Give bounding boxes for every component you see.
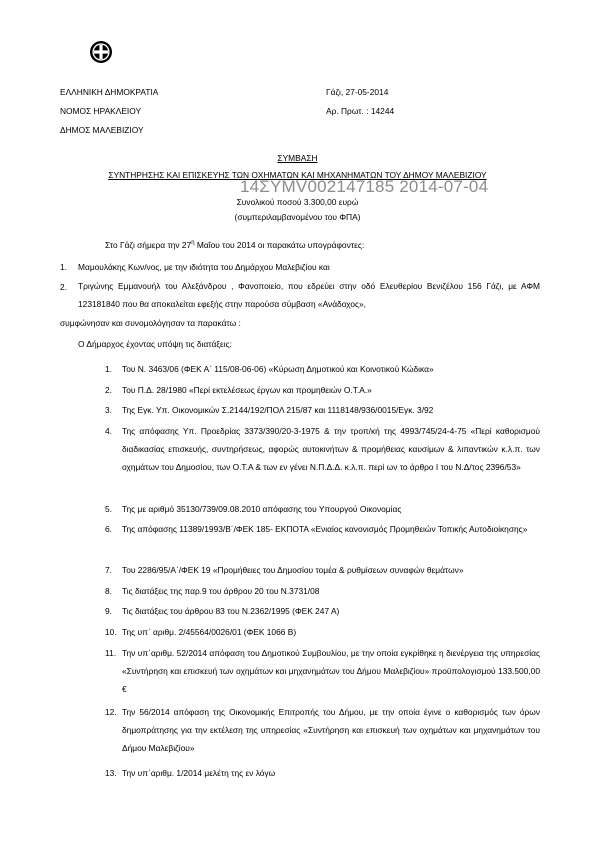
provision-number: 4. — [105, 426, 112, 436]
document-subtitle: ΣΥΝΤΗΡΗΣΗΣ ΚΑΙ ΕΠΙΣΚΕΥΗΣ ΤΩΝ ΟΧΗΜΑΤΩΝ ΚΑΙ ΜΗΧΑΝΗΜΑΤΩΝ ΤΟΥ ΔΗΜΟΥ ΜΑΛΕΒΙΖΙΟΥ — [108, 170, 487, 180]
provision-text: Της απόφασης 11389/1993/Β΄/ΦΕΚ 185- ΕΚΠΟΤΑ «Ενιαίος κανονισμός Προμηθειών Τοπικής Αυτοδιοίκησης» — [122, 524, 528, 534]
header-municipality: ΔΗΜΟΣ ΜΑΛΕΒΙΖΙΟΥ — [60, 125, 144, 135]
document-title: ΣΥΜΒΑΣΗ — [277, 153, 318, 163]
protocol-number: Αρ. Πρωτ. : 14244 — [326, 106, 395, 116]
agreed-line: συμφώνησαν και συνομολόγησαν τα παρακάτω : — [60, 318, 241, 328]
intro-line — [105, 238, 364, 251]
provision-number: 13. — [105, 768, 117, 778]
provision-number: 12. — [105, 707, 117, 717]
contract-amount: Συνολικού ποσού 3.300,00 ευρώ — [236, 197, 359, 207]
provision-number: 1. — [105, 364, 112, 374]
ada-stamp: 14ΣΥΜV002147185 2014-07-04 — [240, 177, 489, 196]
provision-number: 5. — [105, 504, 112, 514]
intro-text-a: Στο Γάζι σήμερα την 27 — [105, 239, 192, 250]
provision-text: Τις διατάξεις του άρθρου 83 του Ν.2362/1995 (ΦΕΚ 247 Α) — [122, 606, 340, 616]
intro-text-b: Μαΐου του 2014 οι παρακάτω υπογράφοντες: — [194, 239, 365, 250]
vat-note: (συμπεριλαμβανομένου του ΦΠΑ) — [234, 212, 361, 222]
provision-text: Της απόφασης Υπ. Προεδρίας 3373/390/20-3-1975 & την τροπ/κή της 4993/745/24-4-75 «Περί καθορισμού διαδικασίας επισκευής, συντηρήσεως, αφορώς αυτοκινήτων & προμήθειας καυσίμων & λιπαντικών κ.λ.π. των οχημάτων του Δημοσίου, των Ο.Τ.Α & των εν γένει Ν.Π.Δ.Δ. κ.λ.π. περί ων το άρθρο Ι του Ν.Δ/τος 2396/53» — [122, 426, 540, 472]
provision-number: 6. — [105, 524, 112, 534]
intro-sup: η — [191, 240, 195, 246]
provision-text: Του Π.Δ. 28/1980 «Περί εκτελέσεως έργων και προμηθειών Ο.Τ.Α.» — [122, 385, 372, 395]
provision-text: Του Ν. 3463/06 (ΦΕΚ Α΄ 115/08-06-06) «Κύρωση Δημοτικού και Κοινοτικού Κώδικα» — [122, 364, 434, 374]
provision-number: 9. — [105, 606, 112, 616]
provision-number: 11. — [105, 648, 117, 658]
party-2-number: 2. — [60, 282, 67, 292]
provision-text: Της Εγκ. Υπ. Οικονομικών Σ.2144/192/ΠΟΛ 215/87 και 1118148/936/0015/Εγκ. 3/92 — [122, 405, 434, 415]
header-country: ΕΛΛΗΝΙΚΗ ΔΗΜΟΚΡΑΤΙΑ — [60, 87, 159, 97]
party-1-text: Μαμουλάκης Κων/νος, με την ιδιότητα του Δημάρχου Μαλεβιζίου και — [78, 262, 330, 272]
provision-number: 3. — [105, 405, 112, 415]
party-2-text: Τριγώνης Εμμανουήλ του Αλεξάνδρου , Φανοποιείο, που εδρεύει στην οδό Ελευθερίου Βενιζέλου 156 Γάζι, με ΑΦΜ 123181840 που θα αποκαλείται εφεξής στην παρούσα σύμβαση «Ανάδοχος», — [78, 281, 540, 309]
provision-number: 10. — [105, 627, 117, 637]
provision-text: Την υπ΄αριθμ. 1/2014 μελέτη της εν λόγω — [122, 768, 276, 778]
provision-text: Την υπ΄αριθμ. 52/2014 απόφαση του Δημοτικού Συμβουλίου, με την οποία εγκρίθηκε η διενέργεια της υπηρεσίας «Συντήρηση και επισκευή των οχημάτων και μηχανημάτων του Δήμου Μαλεβιζίου» προϋπολογισμού 133.500,00 € — [122, 648, 540, 694]
provision-text: Της με αριθμό 35130/739/09.08.2010 απόφασης του Υπουργού Οικονομίας — [122, 504, 402, 514]
provision-text: Της υπ΄ αριθμ. 2/45564/0026/01 (ΦΕΚ 1066 Β) — [122, 627, 297, 637]
party-1-number: 1. — [60, 262, 67, 272]
provision-number: 2. — [105, 385, 112, 395]
provision-text: Τις διατάξεις της παρ.9 του άρθρου 20 του Ν.3731/08 — [122, 586, 320, 596]
provision-text: Την 56/2014 απόφαση της Οικονομικής Επιτροπής του Δήμου, με την οποία έγινε ο καθορισμός των όρων δημοπράτησης για την εκτέλεση της υπηρεσίας «Συντήρηση και επισκευή των οχημάτων και μηχανημάτων του Δήμου Μαλεβιζίου» — [122, 707, 540, 753]
header-prefecture: ΝΟΜΟΣ ΗΡΑΚΛΕΙΟΥ — [60, 106, 142, 116]
provision-number: 8. — [105, 586, 112, 596]
greek-state-emblem-icon — [89, 40, 113, 64]
mayor-line: Ο Δήμαρχος έχοντας υπόψη τις διατάξεις: — [78, 339, 233, 349]
provision-text: Του 2286/95/Α΄/ΦΕΚ 19 «Προμήθειες του Δημοσίου τομέα & ρυθμίσεων συναφών θεμάτων» — [122, 565, 464, 575]
place-date: Γάζι, 27-05-2014 — [326, 87, 389, 97]
provision-number: 7. — [105, 565, 112, 575]
